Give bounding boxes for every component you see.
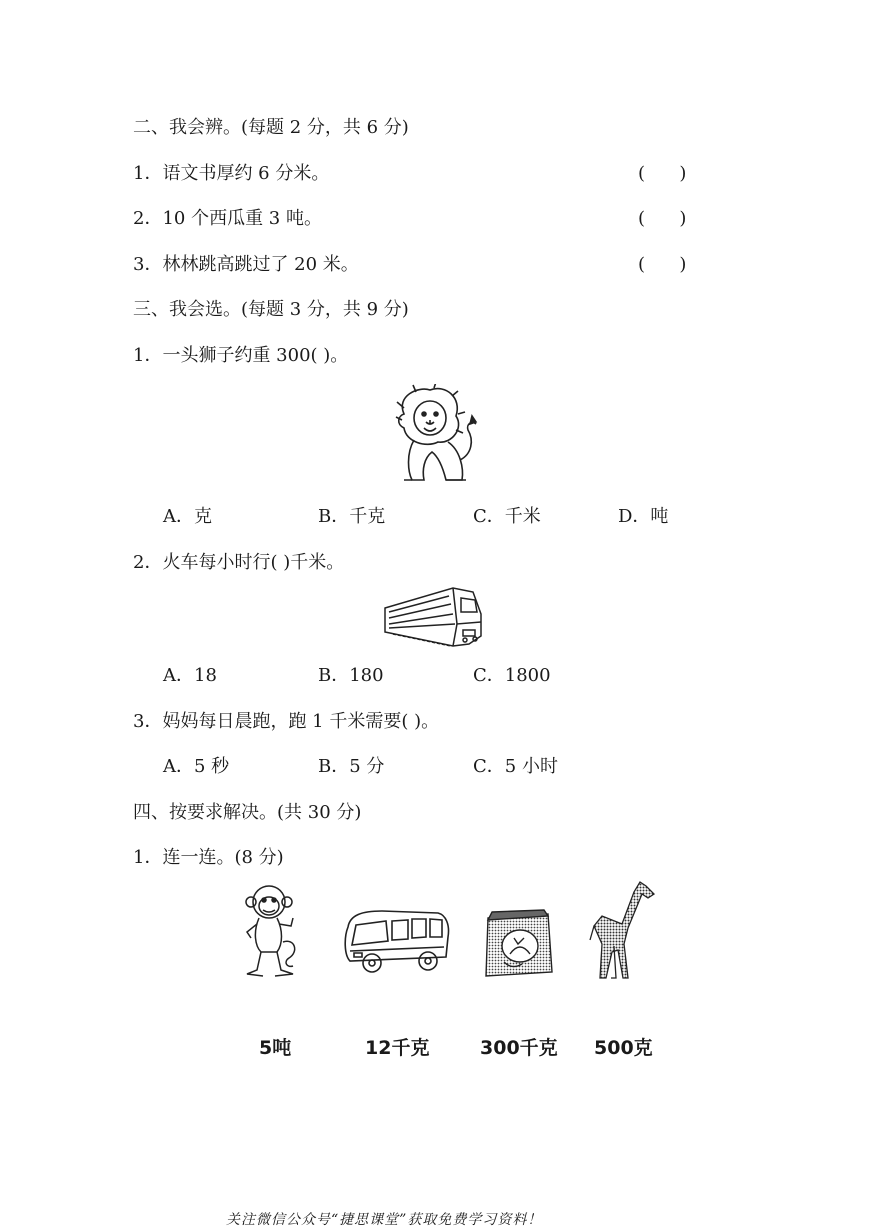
section2-item-1: 1．语文书厚约 6 分米。 — [133, 163, 330, 184]
lion-icon — [388, 384, 480, 486]
section2-item-3: 3．林林跳高跳过了 20 米。 — [133, 254, 359, 275]
q3-option-c[interactable]: C．5 小时 — [473, 756, 558, 777]
q3-option-a[interactable]: A．5 秒 — [163, 756, 230, 777]
answer-blank-1[interactable]: ( ) — [638, 163, 687, 184]
q2-option-a[interactable]: A．18 — [163, 665, 217, 686]
q1-option-b[interactable]: B．千克 — [318, 506, 386, 527]
q3-option-b[interactable]: B．5 分 — [318, 756, 385, 777]
section2-item-2: 2．10 个西瓜重 3 吨。 — [133, 208, 322, 229]
section3-question-2: 2．火车每小时行( )千米。 — [133, 552, 345, 573]
q1-option-a[interactable]: A．克 — [163, 506, 212, 527]
weight-label-3[interactable]: 300千克 — [480, 1037, 558, 1059]
footer-note: 关注微信公众号“捷思课堂”获取免费学习资料！ — [226, 1212, 543, 1228]
monkey-icon — [243, 882, 301, 980]
answer-blank-2[interactable]: ( ) — [638, 208, 687, 229]
weight-label-2[interactable]: 12千克 — [365, 1037, 430, 1059]
section4-question-1: 1．连一连。(8 分) — [133, 847, 284, 868]
train-icon — [383, 584, 483, 654]
q1-option-c[interactable]: C．千米 — [473, 506, 541, 527]
bus-icon — [342, 907, 452, 975]
section3-heading: 三、我会选。(每题 3 分，共 9 分) — [133, 299, 409, 320]
answer-blank-3[interactable]: ( ) — [638, 254, 687, 275]
q2-option-b[interactable]: B．180 — [318, 665, 384, 686]
section3-question-1: 1．一头狮子约重 300( )。 — [133, 345, 349, 366]
giraffe-icon — [588, 880, 660, 982]
q1-option-d[interactable]: D．吨 — [618, 506, 669, 527]
weight-label-1[interactable]: 5吨 — [259, 1037, 292, 1059]
section2-heading: 二、我会辨。(每题 2 分，共 6 分) — [133, 117, 409, 138]
rice-bag-icon — [482, 908, 554, 980]
section3-question-3: 3．妈妈每日晨跑，跑 1 千米需要( )。 — [133, 711, 440, 732]
section4-heading: 四、按要求解决。(共 30 分) — [133, 802, 362, 823]
q2-option-c[interactable]: C．1800 — [473, 665, 551, 686]
weight-label-4[interactable]: 500克 — [594, 1037, 653, 1059]
